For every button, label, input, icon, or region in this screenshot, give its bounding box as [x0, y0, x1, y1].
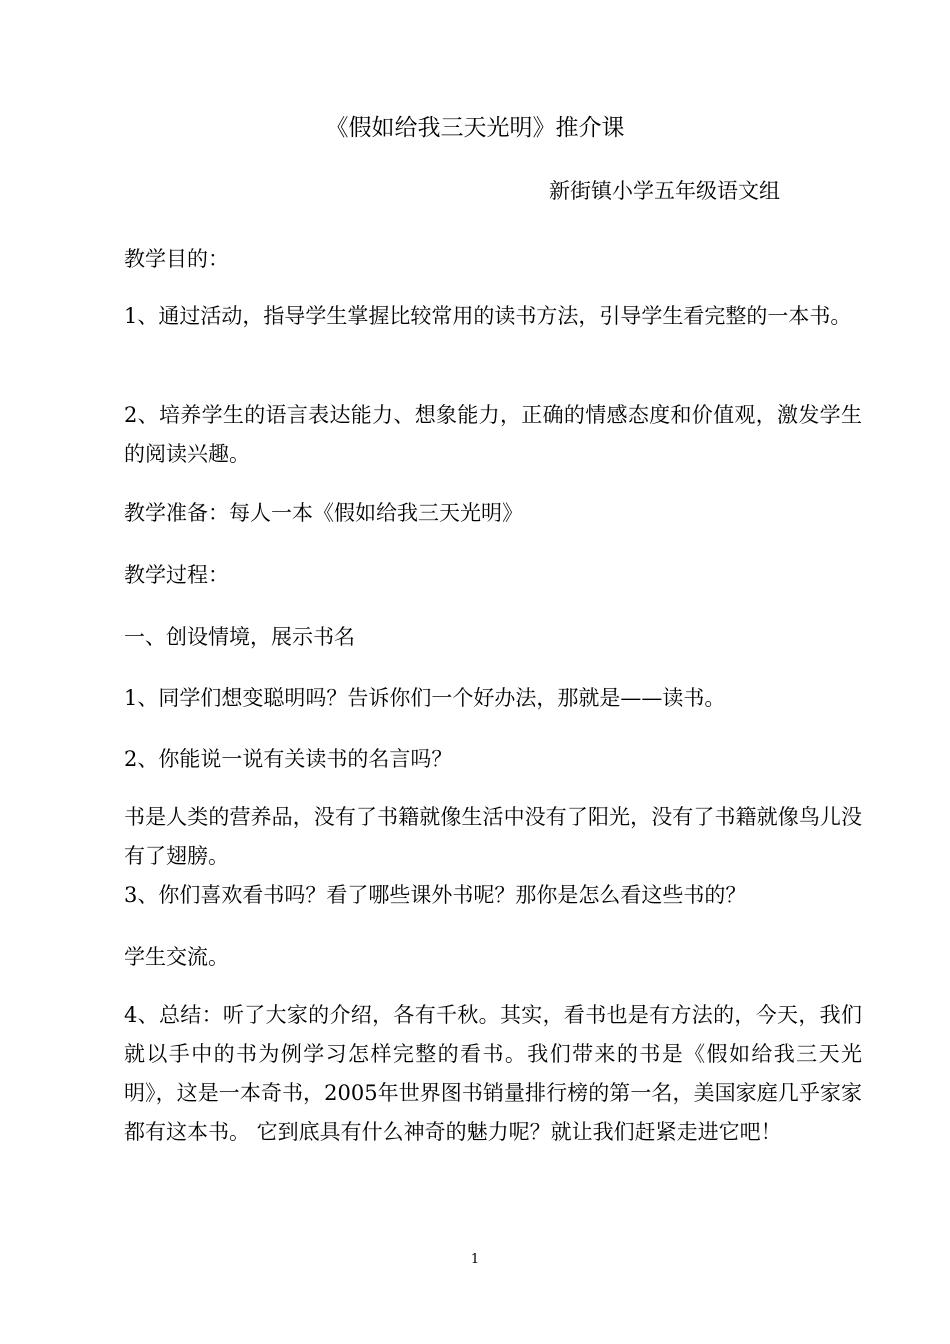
paragraph-student-discussion: 学生交流。 — [124, 945, 229, 969]
paragraph-step-1: 1、同学们想变聪明吗？告诉你们一个好办法，那就是——读书。 — [124, 686, 726, 710]
paragraph-teaching-goals-heading: 教学目的： — [124, 247, 229, 271]
document-title: 《假如给我三天光明》推介课 — [325, 115, 625, 141]
paragraph-section-1-heading: 一、创设情境，展示书名 — [124, 625, 355, 649]
paragraph-teaching-process-heading: 教学过程： — [124, 563, 229, 587]
paragraph-teaching-preparation: 教学准备：每人一本《假如给我三天光明》 — [124, 501, 523, 525]
paragraph-step-4-summary: 4、总结：听了大家的介绍，各有千秋。其实，看书也是有方法的，今天，我们就以手中的书为例学习怎样完整的看书。我们带来的书是《假如给我三天光明》，这是一本奇书，2005年世界图书销量排行榜的第一名，美国家庭几乎家家都有这本书。 它到底具有什么神奇的魅力呢？就让我们赶紧走进它吧！ — [124, 1003, 862, 1144]
paragraph-step-2: 2、你能说一说有关读书的名言吗？ — [124, 747, 453, 771]
page-number: 1 — [470, 1252, 480, 1267]
paragraph-goal-1: 1、通过活动，指导学生掌握比较常用的读书方法，引导学生看完整的一本书。 — [124, 304, 852, 328]
paragraph-step-3: 3、你们喜欢看书吗？看了哪些课外书呢？那你是怎么看这些书的？ — [124, 883, 747, 907]
document-author: 新街镇小学五年级语文组 — [549, 179, 780, 203]
paragraph-goal-2: 2、培养学生的语言表达能力、想象能力，正确的情感态度和价值观，激发学生的阅读兴趣。 — [124, 403, 862, 466]
paragraph-quote: 书是人类的营养品，没有了书籍就像生活中没有了阳光，没有了书籍就像鸟儿没有了翅膀。 — [124, 805, 862, 868]
